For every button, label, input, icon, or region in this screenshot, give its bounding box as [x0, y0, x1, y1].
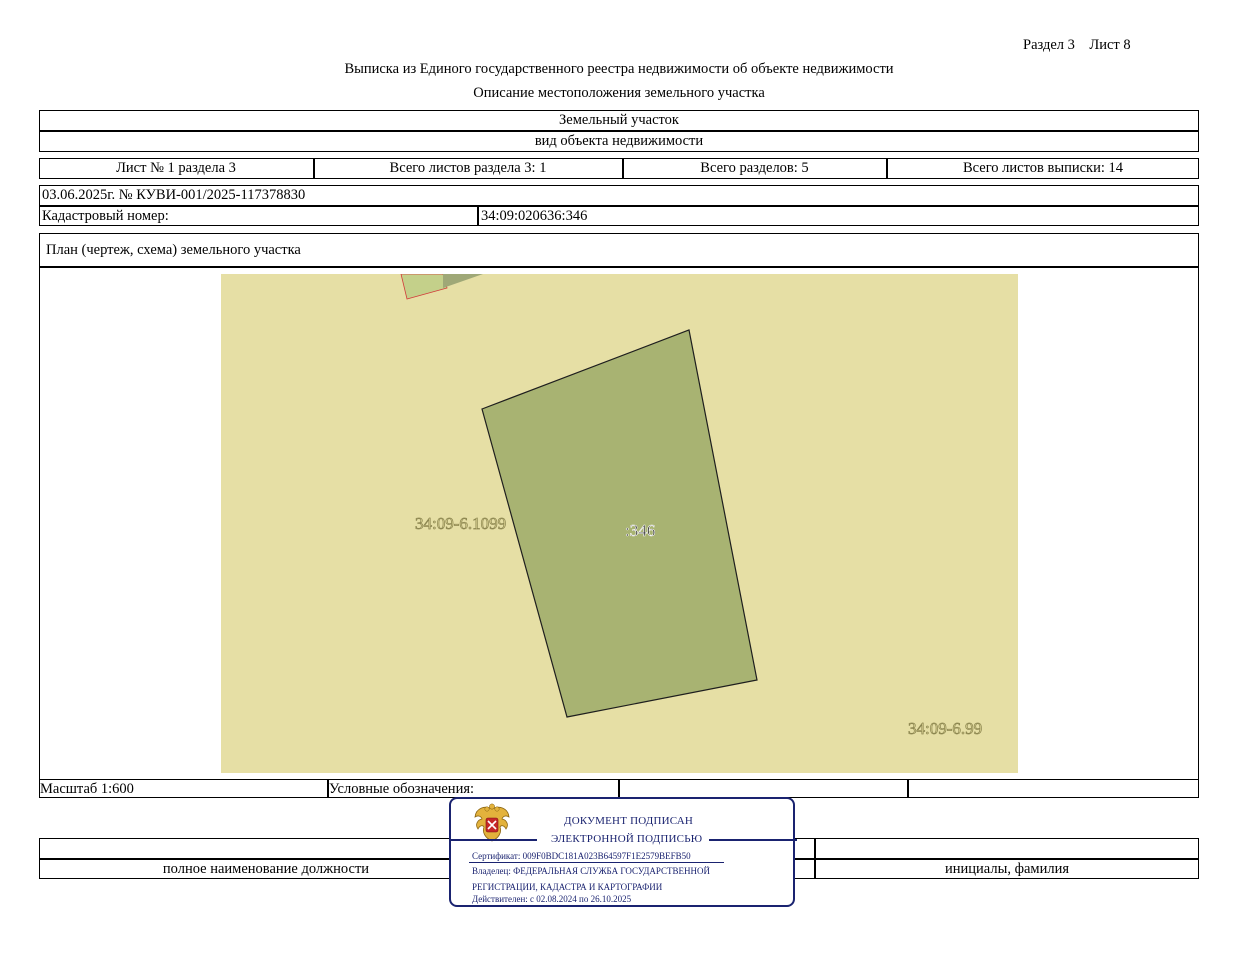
zone-label-left: 34:09-6.1099 — [415, 514, 507, 533]
object-name: Земельный участок — [559, 112, 679, 128]
plan-title: План (чертеж, схема) земельного участка — [46, 241, 301, 258]
section-sheet-label: Раздел 3 Лист 8 — [1023, 37, 1131, 53]
cadastral-map — [221, 274, 1018, 773]
position-label: полное наименование должности — [162, 860, 370, 877]
stamp-line-2: ЭЛЕКТРОННОЙ ПОДПИСЬЮ — [551, 833, 703, 845]
scale-divider-3 — [907, 779, 909, 798]
stamp-rule-right — [709, 839, 797, 841]
object-kind: вид объекта недвижимости — [534, 132, 704, 149]
total-sheets-extract: Всего листов выписки: 14 — [963, 160, 1123, 176]
stamp-owner-2: РЕГИСТРАЦИИ, КАДАСТРА И КАРТОГРАФИИ — [472, 882, 663, 892]
cadastral-value: 34:09:020636:346 — [481, 207, 588, 224]
document-subtitle: Описание местоположения земельного участка — [473, 85, 765, 101]
stamp-rule-left — [449, 839, 537, 841]
scale-divider-2 — [618, 779, 620, 798]
scale-label: Масштаб 1:600 — [40, 780, 134, 797]
legend-label: Условные обозначения: — [329, 780, 475, 797]
stamp-line-1: ДОКУМЕНТ ПОДПИСАН — [564, 815, 694, 827]
cadastral-label: Кадастровый номер: — [42, 207, 169, 224]
zone-label-bottom: 34:09-6.99 — [908, 719, 983, 738]
plan-title-divider — [39, 266, 1199, 268]
document-title: Выписка из Единого государственного реестра недвижимости об объекте недвижимости — [344, 61, 894, 77]
sheet-of-section: Лист № 1 раздела 3 — [116, 160, 236, 176]
total-sections: Всего разделов: 5 — [700, 160, 809, 176]
stamp-owner-1: Владелец: ФЕДЕРАЛЬНАЯ СЛУЖБА ГОСУДАРСТВЕННОЙ — [472, 866, 711, 876]
parcel-label: :346 — [625, 521, 656, 540]
total-sheets-section: Всего листов раздела 3: 1 — [389, 160, 547, 176]
stamp-valid: Действителен: с 02.08.2024 по 26.10.2025 — [472, 894, 632, 904]
stamp-certificate: Сертификат: 009F0BDC181A023B64597F1E2579BEFB50 — [472, 851, 691, 861]
signature-name-label: инициалы, фамилия — [944, 860, 1070, 877]
date-number: 03.06.2025г. № КУВИ-001/2025-117378830 — [42, 187, 306, 203]
electronic-signature-stamp — [449, 797, 795, 907]
stamp-cert-rule — [469, 862, 724, 863]
